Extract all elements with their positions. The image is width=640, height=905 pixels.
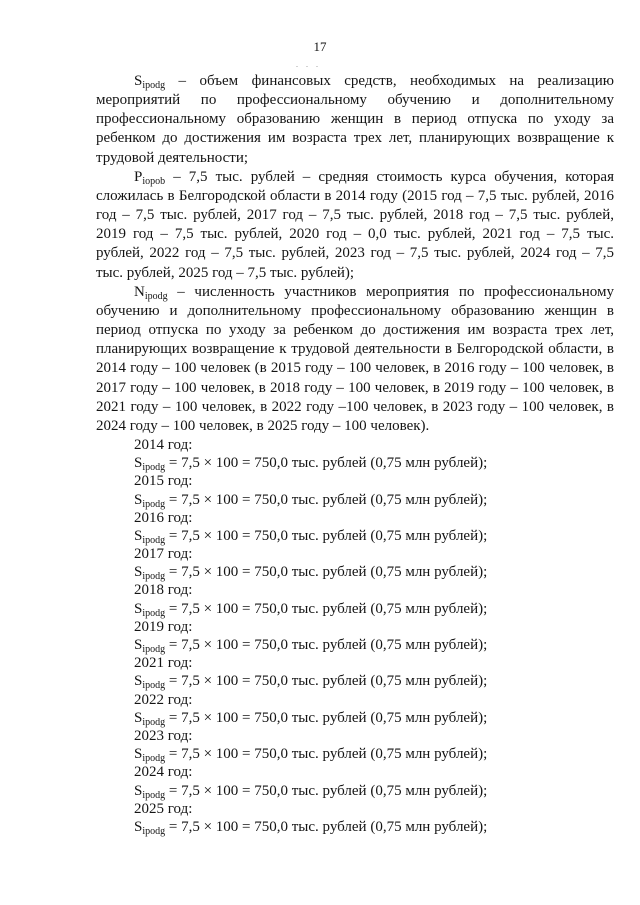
year-label: 2019 год: <box>134 618 193 635</box>
formula-line <box>96 782 614 800</box>
formula-line <box>96 636 614 654</box>
variable-symbol: S <box>134 564 143 581</box>
formula-text: = 7,5 × 100 = 750,0 тыс. рублей (0,75 млн рублей); <box>165 527 488 544</box>
variable-subscript: ipodg <box>144 290 168 302</box>
formula-text: = 7,5 × 100 = 750,0 тыс. рублей (0,75 млн рублей); <box>165 818 488 835</box>
variable-symbol: S <box>134 782 143 799</box>
formula-line <box>96 563 614 581</box>
formula-text: = 7,5 × 100 = 750,0 тыс. рублей (0,75 млн рублей); <box>165 782 488 799</box>
variable-subscript: ipodg <box>142 716 166 728</box>
year-label: 2025 год: <box>134 800 193 817</box>
definition-paragraph <box>96 283 614 436</box>
variable-subscript: ipodg <box>142 80 166 91</box>
variable-subscript: ipodg <box>142 571 166 583</box>
formula-text: = 7,5 × 100 = 750,0 тыс. рублей (0,75 млн рублей); <box>165 673 488 690</box>
year-label: 2024 год: <box>134 764 193 781</box>
definition-text: – 7,5 тыс. рублей – средняя стоимость курса обучения, которая сложилась в Белгородской области в 2014 году (2015 год – 7,5 тыс. рублей, 2016 год – 7,5 тыс. рублей, 2017 год – 7,5 тыс. рублей, 2018 год – 7,5 тыс. рублей, 2019 год – 7,5 тыс. рублей, 2020 год – 0,0 тыс. рублей, 2021 год – 7,5 тыс. рублей, 2022 год – 7,5 тыс. рублей, 2023 год – 7,5 тыс. рублей, 2024 год – 7,5 тыс. рублей, 2025 год – 7,5 тыс. рублей); <box>96 168 614 281</box>
variable-symbol: S <box>134 600 143 617</box>
year-label: 2022 год: <box>134 691 193 708</box>
formula-line <box>96 491 614 509</box>
variable-symbol: S <box>134 637 143 654</box>
formula-text: = 7,5 × 100 = 750,0 тыс. рублей (0,75 млн рублей); <box>165 709 488 726</box>
variable-subscript: iopob <box>142 175 166 187</box>
formula-line <box>96 745 614 763</box>
formula-text: = 7,5 × 100 = 750,0 тыс. рублей (0,75 млн рублей); <box>165 564 488 581</box>
formula-line <box>96 454 614 472</box>
year-label: 2018 год: <box>134 582 193 599</box>
year-label: 2023 год: <box>134 727 193 744</box>
formula-text: = 7,5 × 100 = 750,0 тыс. рублей (0,75 млн рублей); <box>165 491 488 508</box>
variable-symbol: N <box>134 283 145 300</box>
year-label: 2015 год: <box>134 473 193 490</box>
formula-line <box>96 818 614 836</box>
year-label: 2016 год: <box>134 509 193 526</box>
variable-symbol: S <box>134 818 143 835</box>
variable-symbol: S <box>134 455 143 472</box>
year-label: 2017 год: <box>134 546 193 563</box>
formula-line <box>96 709 614 727</box>
definition-text: – объем финансовых средств, необходимых на реализацию мероприятий по профессиональному обучению и дополнительному профессиональному образованию женщин в период отпуска по уходу за ребенком до достижения им возраста трех лет, планирующих возвращение к трудовой деятельности; <box>96 73 614 166</box>
variable-subscript: ipodg <box>142 753 166 765</box>
formula-text: = 7,5 × 100 = 750,0 тыс. рублей (0,75 млн рублей); <box>165 637 488 654</box>
formula-line <box>96 600 614 618</box>
page-number: 17 <box>313 39 327 54</box>
variable-symbol: S <box>134 709 143 726</box>
formula-text: = 7,5 × 100 = 750,0 тыс. рублей (0,75 млн рублей); <box>165 600 488 617</box>
scan-specks: . . . <box>296 60 321 69</box>
definition-text: – численность участников мероприятия по профессиональному обучению и дополнительному профессиональному образованию женщин в период отпуска по уходу за ребенком до достижения им возраста трех лет, планирующих возвращение к трудовой деятельности в Белгородской области, в 2014 году – 100 человек (в 2015 году – 100 человек, в 2016 году – 100 человек, в 2017 году – 100 человек, в 2018 году – 100 человек, в 2019 году – 100 человек, в 2021 году – 100 человек, в 2022 году –100 человек, в 2023 году – 100 человек, в 2024 году – 100 человек, в 2025 году – 100 человек). <box>96 283 614 434</box>
year-label: 2021 год: <box>134 655 193 672</box>
definition-paragraph <box>96 168 614 283</box>
year-label: 2014 год: <box>134 436 193 453</box>
variable-subscript: ipodg <box>142 789 166 801</box>
variable-subscript: ipodg <box>142 534 166 546</box>
formula-line <box>96 527 614 545</box>
variable-symbol: S <box>134 73 143 89</box>
variable-subscript: ipodg <box>142 498 166 510</box>
calculation-list <box>96 436 614 836</box>
definition-paragraph <box>96 72 614 168</box>
variable-subscript: ipodg <box>142 680 166 692</box>
formula-line <box>96 672 614 690</box>
document-body <box>96 72 614 836</box>
variable-symbol: S <box>134 491 143 508</box>
variable-subscript: ipodg <box>142 462 166 474</box>
variable-symbol: P <box>134 168 143 185</box>
variable-subscript: ipodg <box>142 825 166 837</box>
formula-text: = 7,5 × 100 = 750,0 тыс. рублей (0,75 млн рублей); <box>165 746 488 763</box>
variable-subscript: ipodg <box>142 607 166 619</box>
variable-subscript: ipodg <box>142 644 166 656</box>
variable-symbol: S <box>134 673 143 690</box>
variable-symbol: S <box>134 527 143 544</box>
variable-symbol: S <box>134 746 143 763</box>
formula-text: = 7,5 × 100 = 750,0 тыс. рублей (0,75 млн рублей); <box>165 455 488 472</box>
